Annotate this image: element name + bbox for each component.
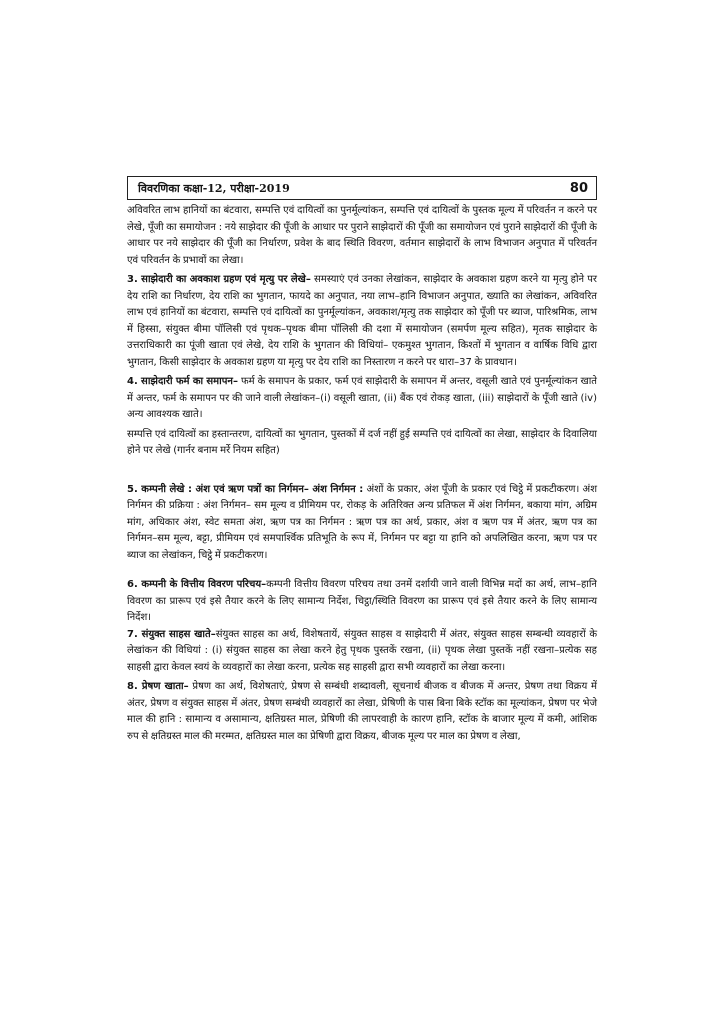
paragraph-dissolution-continued	[127, 427, 597, 460]
paragraph-text: अंशों के प्रकार, अंश पूँजी के प्रकार एवं चिट्ठे में प्रकटीकरण। अंश निर्गमन की प्रक्रिया : अंश निर्गमन– सम मूल्य व प्रीमियम पर, रोकड़ के अतिरिक्त अन्य प्रतिफल में अंश निर्गमन, बकाया मांग, अग्रिम मांग, अधिकार अंश, स्वेट समता अंश, ऋण पत्र का निर्गमन : ऋण पत्र का अर्थ, प्रकार, अंश व ऋण पत्र में अंतर, ऋण पत्र का निर्गमन–सम मूल्य, बट्टा, प्रीमियम एवं समपार्श्विक प्रतिभूति के रूप में, निर्गमन पर बट्टा या हानि को अपलिखित करना, ऋण पत्र पर ब्याज का लेखांकन, चिट्ठे में प्रकटीकरण।	[127, 483, 597, 561]
document-body	[127, 203, 597, 745]
paragraph-text: फर्म के समापन के प्रकार, फर्म एवं साझेदारी के समापन में अन्तर, वसूली खाते एवं पुनर्मूल्यांकन खाते में अन्तर, फर्म के समापन पर की जाने वाली लेखांकन–(i) वसूली खाता, (ii) बैंक एवं रोकड़ खाता, (iii) साझेदारों के पूँजी खाते (iv) अन्य आवश्यक खाते।	[127, 376, 597, 420]
section-5-company-accounts	[127, 482, 597, 565]
paragraph-admission-continued	[127, 203, 597, 269]
section-heading: 8. प्रेषण खाता–	[127, 681, 189, 692]
section-heading: 4. साझेदारी फर्म का समापन–	[127, 376, 238, 387]
section-heading: 6. कम्पनी के वित्तीय विवरण परिचय–	[127, 579, 267, 590]
section-4-dissolution	[127, 374, 597, 424]
section-heading: 7. संयुक्त साहस खाते–	[127, 628, 216, 640]
page-number: 80	[569, 180, 588, 196]
section-3-retirement-death	[127, 272, 597, 371]
section-heading: 3. साझेदारी का अवकाश ग्रहण एवं मृत्यु पर लेखे–	[127, 274, 311, 285]
paragraph-text: समस्याएं एवं उनका लेखांकन, साझेदार के अवकाश ग्रहण करने या मृत्यु होने पर देय राशि का निर्धारण, देय राशि का भुगतान, फायदे का अनुपात, नया लाभ–हानि विभाजन अनुपात, ख्याति का लेखांकन, अविवरित लाभ एवं हानियों का बंटवारा, सम्पत्ति एवं दायित्वों का पुनर्मूल्यांकन, अवकाश/मृत्यु तक साझेदार को पूँजी पर ब्याज, पारिश्रमिक, लाभ में हिस्सा, संयुक्त बीमा पॉलिसी एवं पृथक–पृथक बीमा पॉलिसी की दशा में समायोजन (समर्पण मूल्य सहित), मृतक साझेदार के उत्तराधिकारी का पूंजी खाता एवं लेखे, देय राशि के भुगतान की विधियां– एकमुश्त भुगतान, किश्तों में भुगतान व वार्षिक विधि द्वारा भुगतान, किसी साझेदार के अवकाश ग्रहण या मृत्यु पर देय राशि का निस्तारण न करने पर धारा–37 के प्रावधान।	[127, 274, 597, 368]
section-8-consignment	[127, 679, 597, 745]
page-header-title: विवरणिका कक्षा-12, परीक्षा-2019	[138, 181, 290, 195]
paragraph-text: प्रेषण का अर्थ, विशेषताएं, प्रेषण से सम्बंधी शब्दावली, सूचनार्थ बीजक व बीजक में अन्तर, प्रेषण तथा विक्रय में अंतर, प्रेषण व संयुक्त साहस में अंतर, प्रेषण सम्बंधी व्यवहारों का लेखा, प्रेषिणी के पास बिना बिके स्टॉक का मूल्यांकन, प्रेषण पर भेजे माल की हानि : सामान्य व असामान्य, क्षतिग्रस्त माल, प्रेषिणी की लापरवाही के कारण हानि, स्टॉक के बाजार मूल्य में कमी, आंशिक रुप से क्षतिग्रस्त माल की मरम्मत, क्षतिग्रस्त माल का प्रेषिणी द्वारा विक्रय, बीजक मूल्य पर माल का प्रेषण व लेखा,	[127, 681, 598, 742]
paragraph-text: अविवरित लाभ हानियों का बंटवारा, सम्पत्ति एवं दायित्वों का पुनर्मूल्यांकन, सम्पत्ति एवं दायित्वों के पुस्तक मूल्य में परिवर्तन न करने पर लेखे, पूँजी का समायोजन : नये साझेदार की पूँजी के आधार पर पुराने साझेदारों की पूँजी का समायोजन एवं पुराने साझेदारों की पूँजी के आधार पर नये साझेदार की पूँजी का निर्धारण, प्रवेश के बाद स्थिति विवरण, वर्तमान साझेदारों के लाभ विभाजन अनुपात में परिवर्तन एवं परिवर्तन के प्रभावों का लेखा।	[127, 205, 597, 266]
section-7-joint-venture	[127, 627, 597, 677]
section-6-financial-statements	[127, 577, 597, 627]
paragraph-text: संयुक्त साहस का अर्थ, विशेषतायें, संयुक्त साहस व साझेदारी में अंतर, संयुक्त साहस सम्बन्धी व्यवहारों के लेखांकन की विधियां : (i) संयुक्त साहस का लेखा करने हेतु पृथक पुस्तकें रखना, (ii) पृथक लेखा पुस्तकें नहीं रखना–प्रत्येक सह साहसी द्वारा केवल स्वयं के व्यवहारों का लेखा करना, प्रत्येक सह साहसी द्वारा सभी व्यवहारों का लेखा करना।	[127, 628, 597, 673]
page-header	[127, 176, 597, 200]
section-heading: 5. कम्पनी लेखे : अंश एवं ऋण पत्रों का निर्गमन– अंश निर्गमन :	[127, 483, 364, 495]
paragraph-text: सम्पत्ति एवं दायित्वों का हस्तान्तरण, दायित्वों का भुगतान, पुस्तकों में दर्ज नहीं हुई सम्पत्ति एवं दायित्वों का लेखा, साझेदार के दिवालिया होने पर लेखे (गार्नर बनाम मर्रे नियम सहित)	[127, 428, 597, 456]
paragraph-text: कम्पनी वित्तीय विवरण परिचय तथा उनमें दर्शायी जाने वाली विभिन्न मदों का अर्थ, लाभ–हानि विवरण का प्रारूप एवं इसे तैयार करने के लिए सामान्य निर्देश, चिट्ठा/स्थिति विवरण का प्रारूप एवं इसे तैयार करने के लिए सामान्य निर्देश।	[127, 579, 597, 623]
